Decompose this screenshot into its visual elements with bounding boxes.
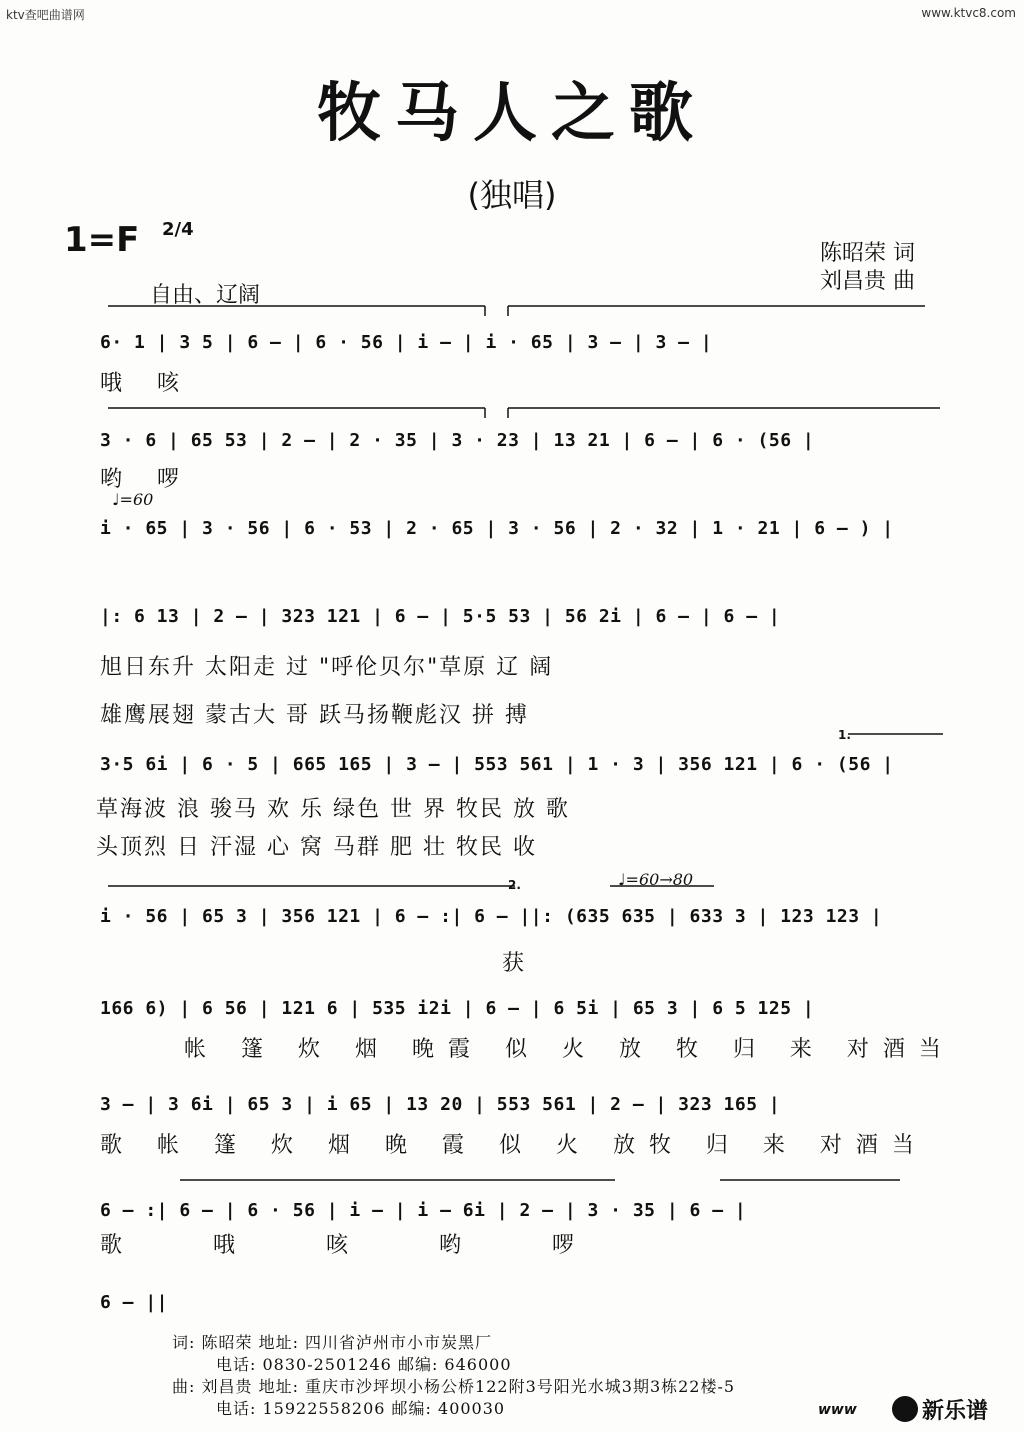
notation-row: |: 6 13 | 2 — | 323 121 | 6 — | 5·5 53 | 56 2i | 6 — | 6 — | [100,606,781,627]
lyric-chorus-1: 帐 篷 炊 烟 晚霞 似 火 放 牧 归 来 对酒当 [184,1037,955,1062]
lyric-verse1-a: 旭日东升 太阳走 过 "呼伦贝尔"草原 辽 阔 [100,655,554,680]
phrase-line [100,1170,940,1190]
notation-row: 3 — | 3 6i | 65 3 | i 65 | 13 20 | 553 561 | 2 — | 323 165 | [100,1094,781,1115]
notation-row: i · 56 | 65 3 | 356 121 | 6 — :| 6 — ||: (635 635 | 633 3 | 123 123 | [100,906,883,927]
volta-line [838,730,948,736]
footer-composer-contact: 电话: 15922558206 邮编: 400030 [216,1399,506,1418]
time-signature: 2/4 [162,219,194,240]
site-url-right: www.ktvc8.com [921,6,1016,20]
score-row-1 [100,326,940,360]
score-row-3 [100,512,940,546]
footer-lyricist-contact: 电话: 0830-2501246 邮编: 646000 [216,1355,512,1374]
logo-prefix: www [818,1402,857,1418]
volta-1: 1. [838,728,851,742]
notation-row: 6· 1 | 3 5 | 6 — | 6 · 56 | i — | i · 65 | 3 — | 3 — | [100,332,713,353]
notation-row: 6 — || [100,1292,169,1313]
composer-credit: 刘昌贵 曲 [820,269,915,294]
score-row-2 [100,424,940,458]
lyric-chorus-2: 歌 帐 篷 炊 烟 晚 霞 似 火 放牧 归 来 对酒当 [100,1133,928,1158]
tempo-marking: 自由、辽阔 [150,283,261,308]
score-row-10 [100,1286,940,1320]
score-row-5 [100,748,940,782]
song-title: 牧马人之歌 [317,76,707,151]
site-name-left: ktv查吧曲谱网 [6,8,85,22]
notation-row: 3·5 6i | 6 · 5 | 665 165 | 3 — | 553 561 | 1 · 3 | 356 121 | 6 · (56 | [100,754,894,775]
lyricist-credit: 陈昭荣 词 [820,241,915,266]
lyric-verse1-b: 草海波 浪 骏马 欢 乐 绿色 世 界 牧民 放 歌 [96,797,570,822]
phrase-line [100,296,940,316]
score-row-8 [100,1088,940,1122]
lyric-verse2-a: 雄鹰展翅 蒙古大 哥 跃马扬鞭彪汉 拼 搏 [100,703,529,728]
lyric-verse2-b: 头顶烈 日 汗湿 心 窝 马群 肥 壮 牧民 收 [96,835,537,860]
footer-lyricist: 词: 陈昭荣 地址: 四川省泸州市小市炭黑厂 [172,1333,493,1352]
song-subtitle: (独唱) [467,176,557,214]
lyric-ending: 歌 哦 咳 哟 啰 [100,1233,576,1258]
footer-composer: 曲: 刘昌贵 地址: 重庆市沙坪坝小杨公桥122附3号阳光水城3期3栋22楼-5 [172,1377,736,1396]
score-row-4 [100,600,940,634]
lyric-row-1: 哦 咳 [100,371,193,396]
disc-icon [892,1396,918,1422]
volta-2: 2. [508,878,521,892]
notation-row: 3 · 6 | 65 53 | 2 — | 2 · 35 | 3 · 23 | 13 21 | 6 — | 6 · (56 | [100,430,815,451]
lyric-row-2: 哟 啰 [100,467,193,492]
tempo-change-annotation: ♩=60→80 [618,870,694,889]
notation-row: 166 6) | 6 56 | 121 6 | 535 i2i | 6 — | 6 5i | 65 3 | 6 5 125 | [100,998,815,1019]
notation-row: 6 — :| 6 — | 6 · 56 | i — | i — 6i | 2 — | 3 · 35 | 6 — | [100,1200,747,1221]
phrase-line [100,398,940,418]
key-signature: 1=F [64,220,140,260]
tempo-annotation: ♩=60 [112,490,154,509]
notation-row: i · 65 | 3 · 56 | 6 · 53 | 2 · 65 | 3 · 56 | 2 · 32 | 1 · 21 | 6 — ) | [100,518,894,539]
score-row-6 [100,900,940,934]
lyric-row-6: 获 [502,951,527,976]
logo-text: 新乐谱 [922,1399,989,1424]
score-row-7 [100,992,940,1026]
score-row-9 [100,1194,940,1228]
